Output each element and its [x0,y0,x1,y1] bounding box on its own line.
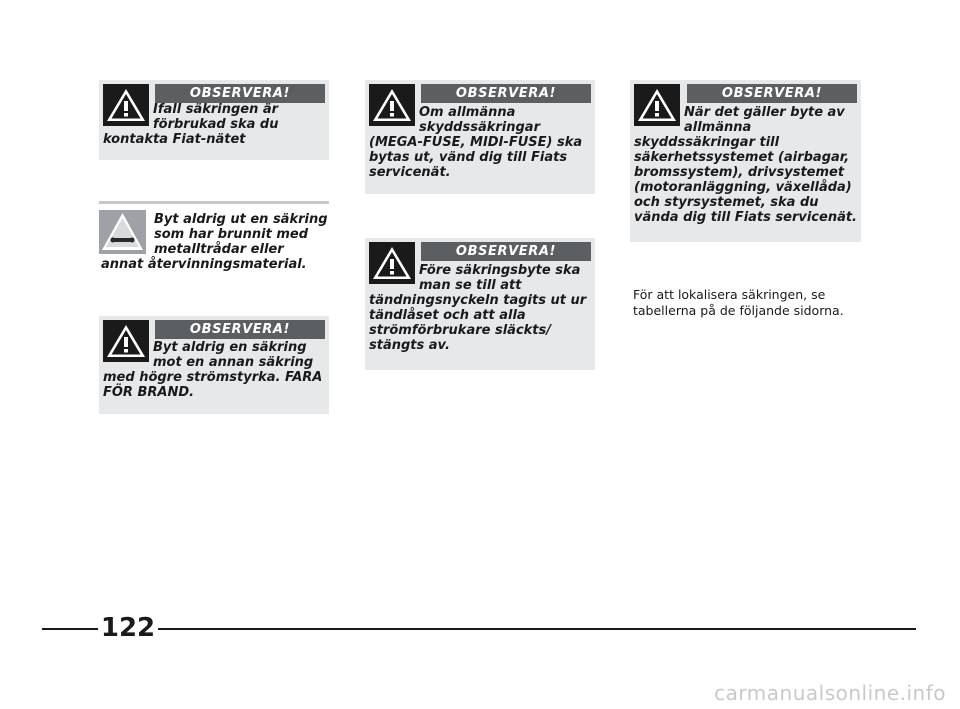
footer-rule-left [42,628,98,630]
body-paragraph: För att lokalisera säkringen, se tabellerna på de följande sidorna. [633,287,844,318]
warning-box-fuse-spent [99,80,329,160]
warning-text: Före säkringsbyte ska man se till att tändningsnyckeln tagits ut ur tändlåset och att alla strömförbrukare släckts/ stängts av. [369,263,587,353]
note-text: Byt aldrig ut en säkring som har brunnit med metalltrådar eller annat återvinningsmaterial. [101,212,328,272]
warning-box-higher-amperage [99,316,329,414]
warning-text: När det gäller byte av allmänna skyddssäkringar till säkerhetssystemet (airbagar, bromssystem), drivsystemet (motoranläggning, växellåda) och styrsystemet, ska du vända dig till Fiats servicenät. [634,105,857,225]
warning-box-ignition-key [365,238,595,370]
footer-rule-right [158,628,916,630]
warning-text: Om allmänna skyddssäkringar (MEGA-FUSE, MIDI-FUSE) ska bytas ut, vänd dig till Fiats servicenät. [369,105,583,180]
page-number: 122 [100,613,156,643]
warning-box-safety-systems [630,80,861,242]
warning-label: OBSERVERA! [421,84,591,103]
warning-text: Ifall säkringen är förbrukad ska du kontakta Fiat-nätet [103,102,279,147]
warning-label: OBSERVERA! [155,320,325,339]
watermark: carmanualsonline.info [714,681,946,705]
warning-box-mega-fuse [365,80,595,194]
warning-label: OBSERVERA! [687,84,857,103]
separator-line [99,201,329,204]
warning-text: Byt aldrig en säkring mot en annan säkring med högre strömstyrka. FARA FÖR BRAND. [103,340,323,400]
warning-label: OBSERVERA! [155,84,325,103]
warning-label: OBSERVERA! [421,242,591,261]
